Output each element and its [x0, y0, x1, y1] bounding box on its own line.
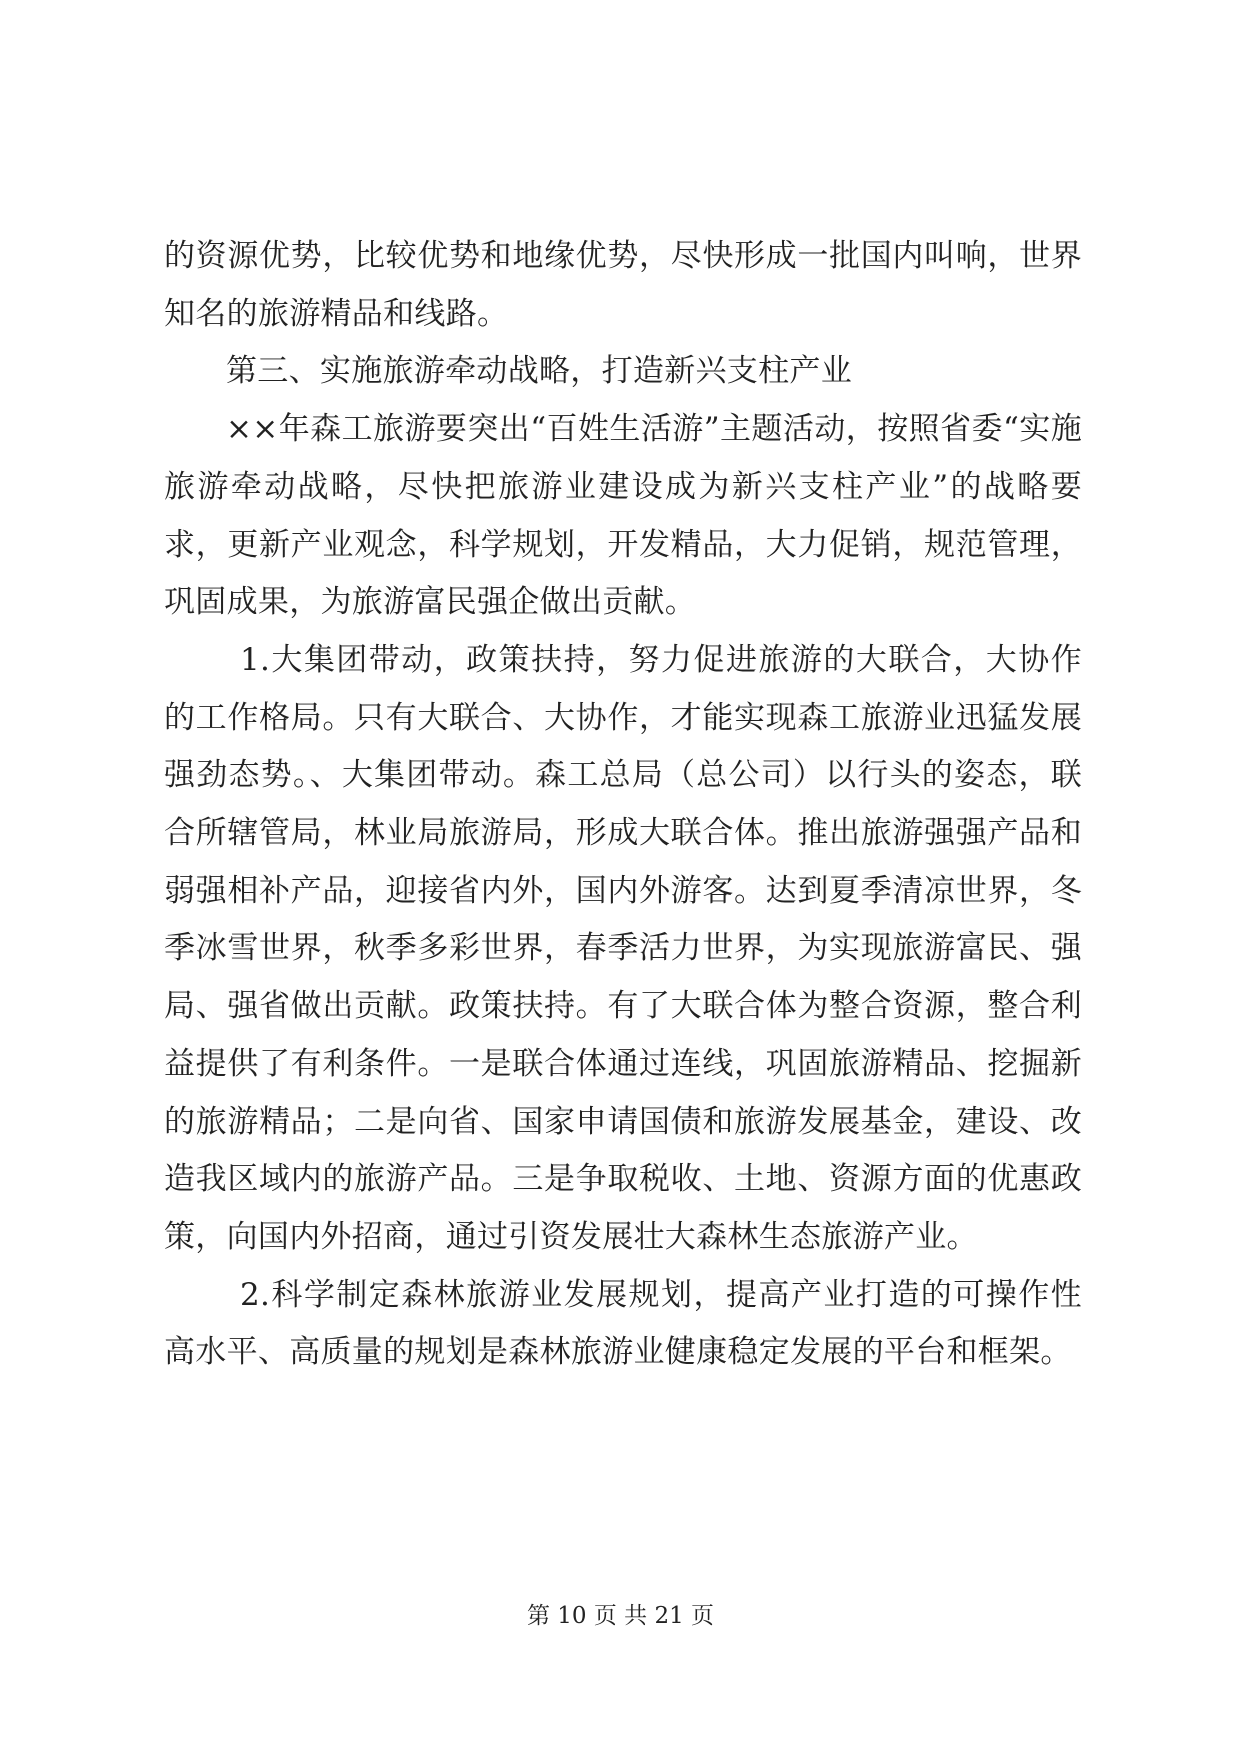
- page-number-footer: 第 10 页 共 21 页: [526, 1603, 715, 1629]
- section-heading: 第三、实施旅游牵动战略，打造新兴支柱产业: [226, 353, 852, 390]
- paragraph-item-1: 1.大集团带动，政策扶持，努力促进旅游的大联合，大协作的工作格局。只有大联合、大协作，才能实现森工旅游业迅猛发展强劲态势。、大集团带动。森工总局（总公司）以行头的姿态，联合所辖管局，林业局旅游局，形成大联合体。推出旅游强强产品和弱强相补产品，迎接省内外，国内外游客。达到夏季清凉世界，冬季冰雪世界，秋季多彩世界，春季活力世界，为实现旅游富民、强局、强省做出贡献。政策扶持。有了大联合体为整合资源，整合利益提供了有利条件。一是联合体通过连线，巩固旅游精品、挖掘新的旅游精品；二是向省、国家申请国债和旅游发展基金，建设、改造我区域内的旅游产品。三是争取税收、土地、资源方面的优惠政策，向国内外招商，通过引资发展壮大森林生态旅游产业。: [164, 641, 1082, 1255]
- paragraph-strategy: ××年森工旅游要突出“百姓生活游”主题活动，按照省委“实施旅游牵动战略，尽快把旅游业建设成为新兴支柱产业”的战略要求，更新产业观念，科学规划，开发精品，大力促销，规范管理，巩固成果，为旅游富民强企做出贡献。: [164, 411, 1082, 621]
- paragraph-continuation: 的资源优势，比较优势和地缘优势，尽快形成一批国内叫响，世界知名的旅游精品和线路。: [164, 238, 1082, 332]
- document-body: [164, 228, 1082, 1382]
- paragraph-item-2: 2.科学制定森林旅游业发展规划，提高产业打造的可操作性高水平、高质量的规划是森林旅游业健康稳定发展的平台和框架。: [164, 1276, 1082, 1371]
